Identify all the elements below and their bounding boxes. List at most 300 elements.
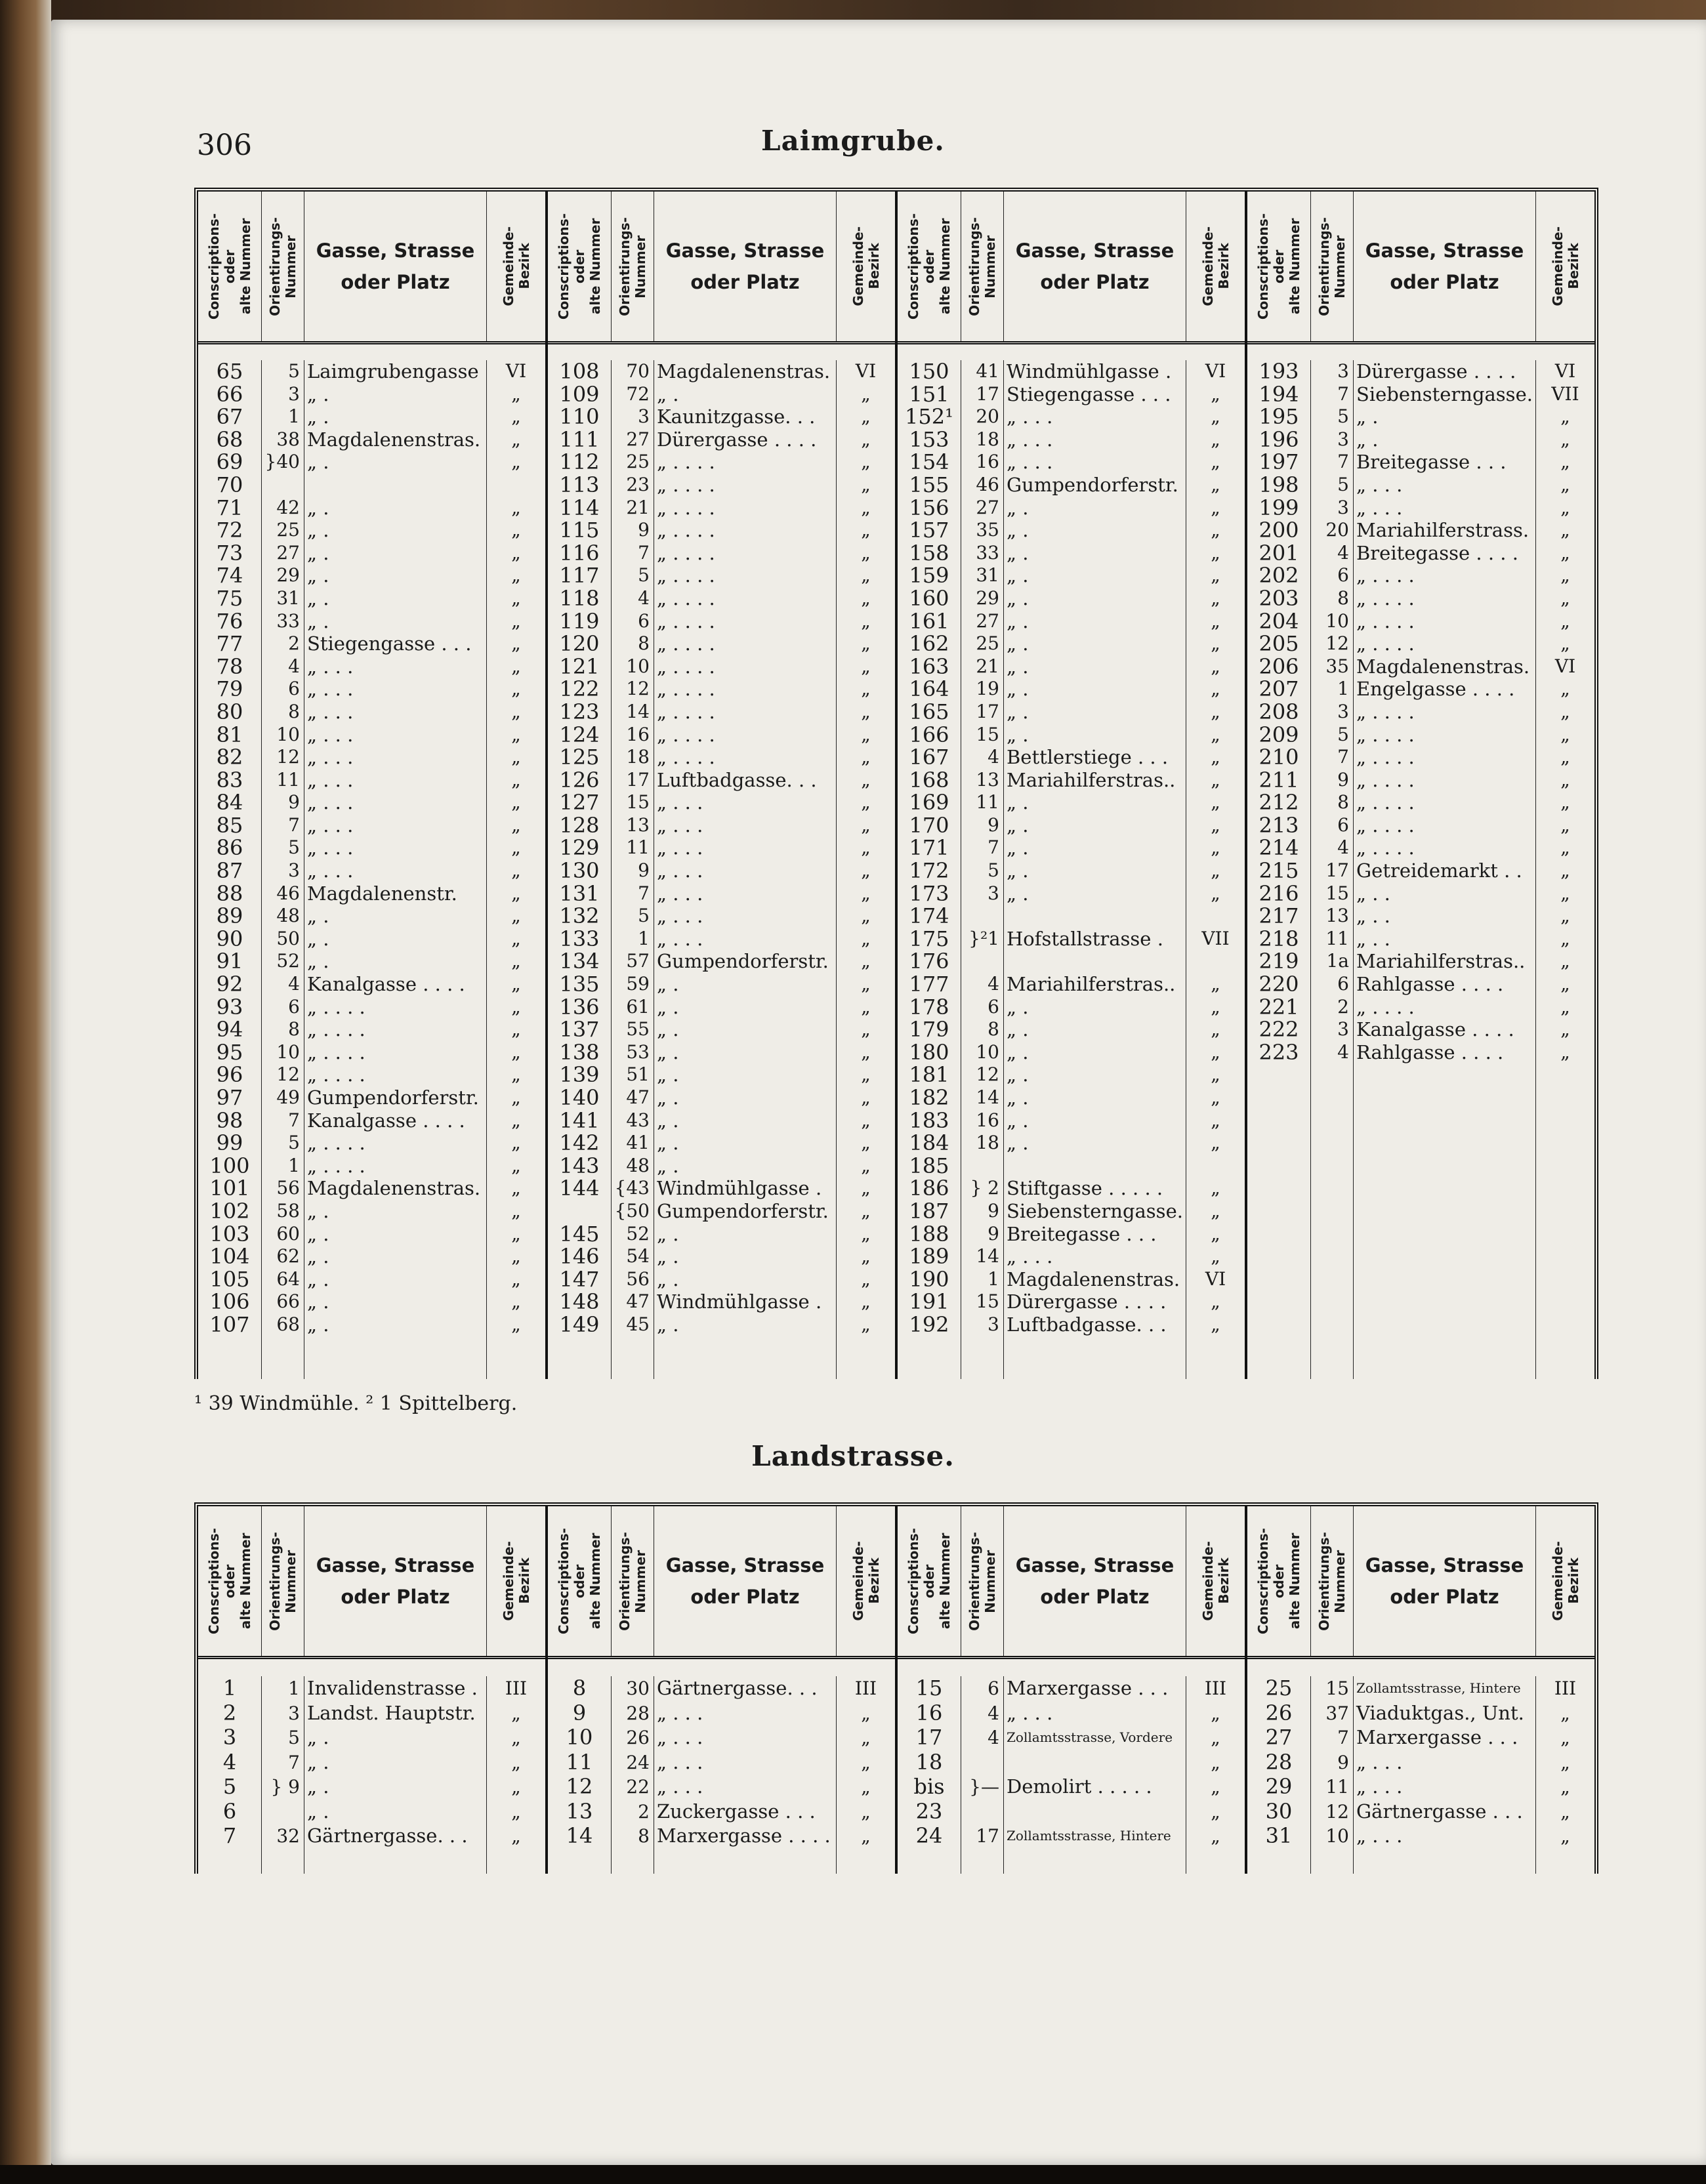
street-name: „ . (657, 1222, 679, 1245)
street-name: „ . . . (307, 814, 354, 836)
orientation-number: 10 (626, 655, 650, 677)
conscription-number: 213 (1259, 814, 1299, 837)
conscription-number: 69 (216, 451, 243, 474)
street-name: Breitegasse . . . (1007, 1222, 1157, 1245)
conscription-number: 162 (909, 632, 949, 655)
street-name: Zollamtsstrasse, Vordere (1007, 1729, 1173, 1745)
district: „ (861, 1267, 871, 1290)
conscription-number: 92 (216, 973, 243, 996)
street-name: „ . . . . (657, 496, 715, 519)
conscription-number: 168 (909, 768, 949, 792)
header-street: Gasse, Strasse oder Platz (1015, 239, 1175, 293)
orientation-number: 5 (638, 564, 650, 587)
district: „ (1211, 496, 1220, 518)
district: „ (1211, 541, 1220, 564)
table-body (198, 1659, 545, 1874)
conscription-number: 188 (909, 1222, 949, 1246)
street-name: Bettlerstiege . . . (1007, 746, 1169, 769)
orientation-number: 9 (988, 1222, 999, 1245)
orientation-number: 25 (976, 632, 999, 655)
conscription-number: 101 (209, 1177, 250, 1200)
district (487, 474, 545, 497)
header-bezirk: Gemeinde- Bezirk (500, 1541, 532, 1621)
district: „ (511, 451, 521, 473)
conscription-number: 102 (209, 1199, 250, 1223)
district: „ (1560, 473, 1570, 495)
district: „ (511, 1800, 521, 1823)
district: „ (1211, 1776, 1220, 1798)
orientation-number: 16 (976, 451, 999, 473)
orientation-number: 52 (276, 950, 300, 972)
district: III (854, 1678, 877, 1699)
street-name: „ . (307, 927, 329, 950)
header-orientation-cell (262, 1506, 304, 1656)
district: „ (1211, 1727, 1220, 1748)
district: „ (1560, 609, 1570, 632)
orientation-number: 9 (988, 814, 999, 836)
orientation-number: 3 (1337, 700, 1349, 722)
conscription-number: 117 (559, 564, 600, 587)
district: „ (861, 950, 871, 972)
orientation-number: 3 (1337, 496, 1349, 518)
orientation-number: 1 (288, 1154, 300, 1176)
conscription-number: 9 (572, 1700, 587, 1725)
street-name: „ . . . (307, 791, 354, 814)
conscription-number: 5 (222, 1775, 237, 1799)
orientation-number: 54 (626, 1245, 650, 1267)
orientation-number: 3 (1337, 1018, 1349, 1040)
orientation-number: 8 (288, 1018, 300, 1040)
street-name: „ . (1007, 541, 1029, 564)
district: „ (861, 609, 871, 632)
orientation-number-column (961, 360, 1004, 1379)
street-name: Gumpendorferstr. (657, 1199, 829, 1222)
conscription-number: 221 (1259, 995, 1299, 1019)
orientation-number-column (262, 1676, 304, 1874)
street-name: „ . . . . (307, 1018, 365, 1041)
street-name: Dürergasse . . . . (1007, 1290, 1167, 1313)
orientation-number: 11 (1325, 927, 1349, 949)
street-name: „ . (657, 1132, 679, 1155)
table-landstrasse (194, 1502, 1598, 1874)
district: „ (1211, 1132, 1220, 1154)
orientation-number: 58 (276, 1199, 300, 1222)
street-name: Siebensterngasse. (1007, 1199, 1183, 1222)
street-name: „ . . . . (307, 1063, 365, 1086)
street-name: „ . (1007, 609, 1029, 632)
street-name: „ . . . (307, 655, 354, 678)
orientation-number: 20 (1325, 519, 1349, 541)
street-name: „ . (1007, 791, 1029, 814)
conscription-number: 3 (222, 1725, 237, 1750)
district: „ (861, 768, 871, 791)
header-conscription-cell (898, 192, 961, 341)
orientation-number: 56 (276, 1177, 300, 1199)
header-orientation: Orientirungs- Nummer (617, 1531, 648, 1631)
header-orientation: Orientirungs- Nummer (267, 216, 299, 316)
conscription-number: 86 (216, 836, 243, 860)
orientation-number: 51 (626, 1063, 650, 1086)
orientation-number: 12 (1325, 1800, 1349, 1823)
street-name: „ . . . . (657, 587, 715, 609)
district: „ (511, 405, 521, 428)
header-conscription: Conscriptions- oder alte Nummer (206, 213, 253, 320)
header-street: Gasse, Strasse oder Platz (1365, 239, 1524, 293)
conscription-number: 12 (566, 1775, 593, 1799)
conscription-number: 202 (1259, 564, 1299, 587)
orientation-number: 55 (626, 1018, 650, 1040)
street-name: „ . . . . (657, 473, 715, 496)
conscription-number: bis (913, 1775, 945, 1799)
conscription-number: 105 (209, 1267, 250, 1291)
district: „ (511, 905, 521, 927)
district: „ (861, 1154, 871, 1176)
street-name: „ . (1007, 814, 1029, 836)
street-name: „ . (307, 564, 329, 587)
conscription-number: 116 (559, 541, 600, 565)
header-conscription: Conscriptions- oder alte Nummer (1255, 213, 1302, 320)
orientation-number: 5 (1337, 405, 1349, 428)
header-conscription: Conscriptions- oder alte Nummer (206, 1527, 253, 1635)
conscription-number: 99 (216, 1132, 243, 1155)
district: „ (1560, 882, 1570, 904)
street-name: „ . (307, 519, 329, 542)
conscription-number: 67 (216, 405, 243, 428)
orientation-number: }— (969, 1776, 999, 1798)
street-name: „ . (307, 609, 329, 632)
orientation-number: 9 (288, 791, 300, 814)
conscription-number: 2 (222, 1700, 237, 1725)
conscription-number: 135 (559, 973, 600, 996)
district: „ (1560, 1040, 1570, 1063)
header-row (1247, 1506, 1594, 1659)
orientation-number: 7 (1337, 382, 1349, 405)
page-number: 306 (197, 129, 252, 162)
conscription-number: 1 (222, 1676, 237, 1700)
conscription-number: 166 (909, 723, 949, 747)
header-bezirk-cell (1186, 192, 1245, 341)
district: „ (511, 1018, 521, 1040)
conscription-number-column (198, 360, 262, 1379)
street-name: „ . (307, 1245, 329, 1268)
street-name: Gumpendorferstr. (657, 950, 829, 973)
district: VI (505, 360, 527, 382)
district: „ (1211, 1109, 1220, 1131)
orientation-number: 33 (976, 541, 999, 564)
district: VI (1554, 360, 1576, 382)
conscription-number: 85 (216, 814, 243, 837)
street-name: „ . (657, 1063, 679, 1086)
district: „ (1211, 382, 1220, 405)
district: „ (1560, 1727, 1570, 1748)
orientation-number: 47 (626, 1290, 650, 1313)
orientation-number: 16 (976, 1109, 999, 1131)
conscription-number: 4 (222, 1750, 237, 1775)
orientation-number: 17 (976, 382, 999, 405)
district-column (837, 1676, 895, 1874)
conscription-number: 122 (559, 678, 600, 701)
header-bezirk-cell (1186, 1506, 1245, 1656)
conscription-number: 97 (216, 1086, 243, 1109)
street-name: „ . (657, 1040, 679, 1063)
district: „ (1211, 1018, 1220, 1040)
conscription-number: 10 (566, 1725, 593, 1750)
street-name: „ . (307, 1775, 329, 1798)
orientation-number: }40 (264, 451, 300, 473)
orientation-number: 21 (976, 655, 999, 677)
header-bezirk: Gemeinde- Bezirk (1199, 226, 1232, 306)
header-row (1247, 192, 1594, 344)
district: „ (511, 1063, 521, 1086)
column-group (198, 192, 548, 1379)
conscription-number: 138 (559, 1040, 600, 1064)
street-name: „ . (307, 496, 329, 519)
district: VII (1201, 927, 1230, 949)
street-name: „ . . . (1356, 1824, 1403, 1847)
district: „ (511, 1132, 521, 1154)
street-name: Zuckergasse . . . (657, 1800, 816, 1823)
conscription-number: 83 (216, 768, 243, 792)
street-name (304, 474, 486, 497)
district (1186, 1155, 1245, 1178)
conscription-number: 120 (559, 632, 600, 655)
street-name: „ . . . (307, 836, 354, 859)
conscription-number: 214 (1259, 836, 1299, 860)
street-name-column (1354, 360, 1536, 1379)
orientation-number: 10 (1325, 1825, 1349, 1847)
district: „ (511, 700, 521, 722)
district: „ (511, 723, 521, 745)
orientation-number: 21 (626, 496, 650, 518)
header-conscription: Conscriptions- oder alte Nummer (1255, 1527, 1302, 1635)
orientation-number: 14 (626, 700, 650, 722)
orientation-number: 17 (976, 700, 999, 722)
orientation-number: 9 (988, 1199, 999, 1222)
district: „ (511, 496, 521, 518)
district: „ (861, 405, 871, 428)
street-name: „ . . . (307, 859, 354, 882)
conscription-number: 194 (1259, 382, 1299, 406)
street-name-column (654, 360, 837, 1379)
street-name: Gärtnergasse . . . (1356, 1800, 1523, 1823)
conscription-number: 161 (909, 609, 949, 633)
street-name: „ . (1007, 519, 1029, 542)
street-name: „ . . . . (1356, 768, 1415, 791)
table-body (198, 344, 545, 1379)
conscription-number: 212 (1259, 791, 1299, 814)
orientation-number: 27 (976, 496, 999, 518)
conscription-number: 112 (559, 451, 600, 474)
street-name: „ . (657, 1086, 679, 1109)
conscription-number: 149 (559, 1313, 600, 1336)
street-name: Mariahilferstras.. (1356, 950, 1526, 973)
conscription-number: 80 (216, 700, 243, 724)
conscription-number: 174 (909, 905, 949, 928)
orientation-number: 8 (1337, 587, 1349, 609)
district: „ (861, 1245, 871, 1267)
district: „ (511, 655, 521, 677)
district: „ (861, 1109, 871, 1131)
street-name-column (304, 360, 487, 1379)
district: „ (511, 1727, 521, 1748)
street-name: Stiftgasse . . . . . (1007, 1177, 1163, 1200)
conscription-number: 70 (216, 473, 243, 497)
conscription-number: 201 (1259, 541, 1299, 565)
column-group (198, 1506, 548, 1874)
district: „ (1560, 541, 1570, 564)
street-name: „ . . . (657, 859, 703, 882)
header-orientation-cell (1311, 1506, 1354, 1656)
street-name: Luftbadgasse. . . (1007, 1313, 1167, 1336)
orientation-number: 10 (276, 723, 300, 745)
conscription-number: 217 (1259, 905, 1299, 928)
district: „ (1560, 700, 1570, 722)
orientation-number: }²1 (968, 927, 999, 949)
conscription-number: 11 (566, 1750, 593, 1775)
conscription-number: 211 (1259, 768, 1299, 792)
district: „ (511, 1751, 521, 1773)
street-name: „ . . . (307, 678, 354, 701)
orientation-number: 3 (988, 882, 999, 904)
street-name: Gumpendorferstr. (1007, 473, 1178, 496)
orientation-number: 56 (626, 1267, 650, 1290)
orientation-number: 28 (626, 1702, 650, 1724)
conscription-number: 93 (216, 995, 243, 1019)
header-row (548, 1506, 895, 1659)
conscription-number: 26 (1265, 1700, 1293, 1725)
section-title-laimgrube: Laimgrube. (761, 125, 945, 157)
conscription-number: 137 (559, 1018, 600, 1041)
street-name: Windmühlgasse . (1007, 360, 1172, 382)
street-name: „ . . . (1356, 1750, 1403, 1773)
conscription-number: 165 (909, 700, 949, 724)
header-bezirk: Gemeinde- Bezirk (850, 1541, 882, 1621)
street-name: Rahlgasse . . . . (1356, 973, 1504, 996)
conscription-number: 132 (559, 905, 600, 928)
district: „ (511, 973, 521, 995)
orientation-number-column (1311, 1676, 1354, 1874)
district: VII (1551, 382, 1579, 405)
street-name: „ . (1007, 882, 1029, 905)
street-name: Marxergasse . . . (1356, 1726, 1518, 1748)
orientation-number (262, 1800, 304, 1824)
district: „ (511, 1245, 521, 1267)
district: „ (511, 995, 521, 1018)
street-name: „ . . . . (657, 519, 715, 542)
district: „ (1211, 405, 1220, 428)
street-name: „ . . . . (657, 678, 715, 701)
district: „ (1560, 950, 1570, 972)
orientation-number: 13 (976, 768, 999, 791)
street-name: „ . (307, 1313, 329, 1336)
conscription-number: 29 (1265, 1775, 1293, 1799)
conscription-number: 153 (909, 428, 949, 451)
district: „ (861, 859, 871, 882)
orientation-number: 8 (988, 1018, 999, 1040)
street-name: „ . . . . (307, 1132, 365, 1155)
street-name: „ . (307, 1222, 329, 1245)
orientation-number: 7 (1337, 451, 1349, 473)
conscription-number: 200 (1259, 519, 1299, 542)
district: „ (861, 1751, 871, 1773)
district: „ (1560, 496, 1570, 518)
orientation-number: 7 (988, 836, 999, 859)
street-name: „ . . . . (657, 655, 715, 678)
conscription-number: 106 (209, 1290, 250, 1313)
orientation-number: 4 (288, 973, 300, 995)
street-name: „ . (1007, 564, 1029, 587)
district: „ (511, 1267, 521, 1290)
street-name: Gärtnergasse. . . (307, 1824, 468, 1847)
conscription-number: 167 (909, 746, 949, 769)
conscription-number: 139 (559, 1063, 600, 1086)
street-name: Mariahilferstrass. (1356, 519, 1529, 542)
street-name: Zollamtsstrasse, Hintere (1007, 1828, 1171, 1844)
district: „ (1211, 1245, 1220, 1267)
street-name: „ . (307, 587, 329, 609)
street-name: „ . (657, 1018, 679, 1041)
orientation-number: 9 (1337, 1751, 1349, 1773)
conscription-number: 75 (216, 587, 243, 610)
orientation-number: 41 (976, 360, 999, 382)
street-name-column (1004, 360, 1186, 1379)
district: „ (861, 746, 871, 768)
conscription-number: 164 (909, 678, 949, 701)
orientation-number: 17 (1325, 859, 1349, 882)
street-name: „ . (307, 1750, 329, 1773)
district: „ (861, 451, 871, 473)
orientation-number: 7 (288, 1109, 300, 1131)
street-name: „ . (1007, 496, 1029, 519)
street-name: Luftbadgasse. . . (657, 768, 817, 791)
orientation-number: 5 (1337, 723, 1349, 745)
street-name: „ . (1007, 723, 1029, 746)
street-name: „ . (307, 1267, 329, 1290)
district: III (1554, 1678, 1577, 1699)
street-name: „ . . . . (1356, 791, 1415, 814)
orientation-number: 48 (626, 1154, 650, 1176)
conscription-number: 127 (559, 791, 600, 814)
orientation-number: 3 (288, 1702, 300, 1724)
street-name: „ . . . (1007, 1245, 1053, 1268)
district: „ (1211, 678, 1220, 700)
orientation-number: 15 (1325, 882, 1349, 904)
street-name: Marxergasse . . . . (657, 1824, 831, 1847)
district: „ (1211, 882, 1220, 904)
conscription-number-column (548, 360, 612, 1379)
street-name: „ . . . (657, 791, 703, 814)
street-name: Gärtnergasse. . . (657, 1677, 818, 1699)
district: „ (861, 1018, 871, 1040)
conscription-number: 113 (559, 473, 600, 497)
district: „ (1560, 927, 1570, 949)
district: „ (861, 541, 871, 564)
conscription-number: 209 (1259, 723, 1299, 747)
district: „ (511, 1776, 521, 1798)
header-orientation: Orientirungs- Nummer (967, 216, 998, 316)
orientation-number: 57 (626, 950, 650, 972)
header-conscription-cell (548, 192, 612, 341)
header-conscription-cell (198, 192, 262, 341)
conscription-number: 121 (559, 655, 600, 678)
street-name: „ . . . (657, 882, 703, 905)
street-name: „ . (307, 1290, 329, 1313)
district: „ (511, 609, 521, 632)
conscription-number: 100 (209, 1154, 250, 1178)
conscription-number: 30 (1265, 1799, 1293, 1824)
conscription-number: 82 (216, 746, 243, 769)
district: „ (861, 519, 871, 541)
